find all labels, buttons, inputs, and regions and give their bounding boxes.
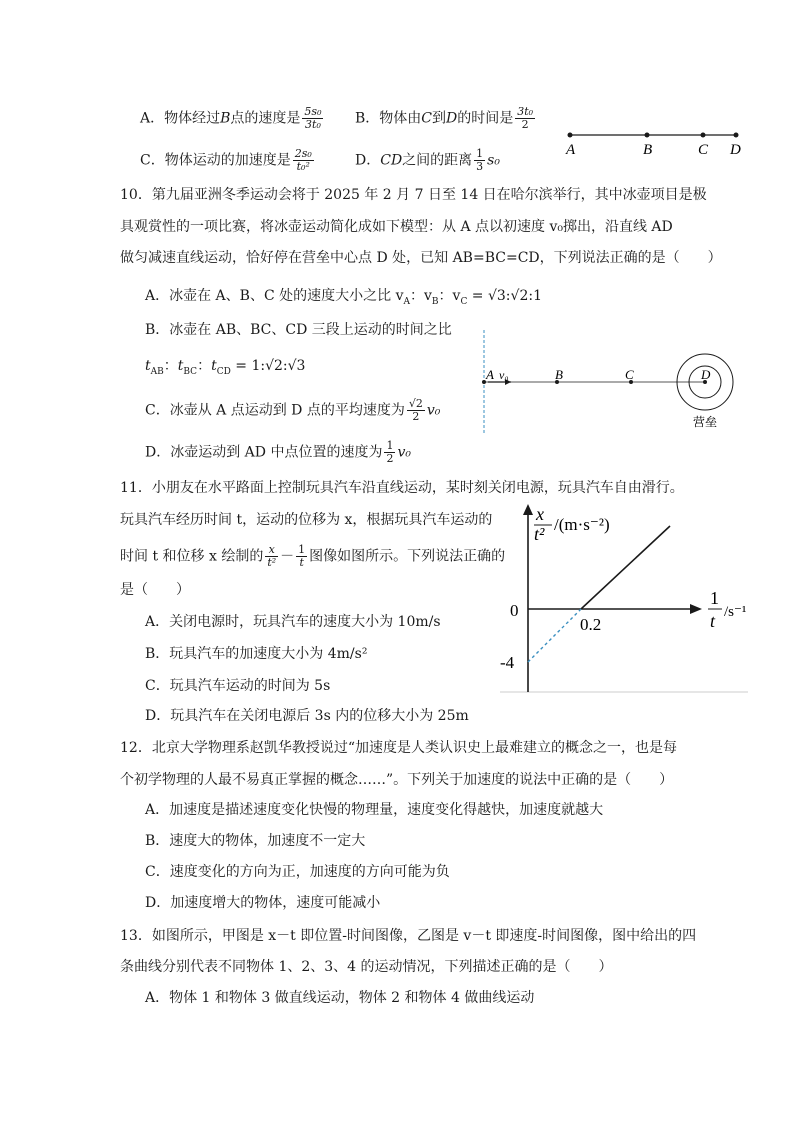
q11-origin-label: 0 [510,601,519,620]
q11-dashed-extension [528,609,581,662]
q9-dot-c [701,133,706,138]
q10-option-a[interactable]: A．冰壶在 A、B、C 处的速度大小之比 $v_A$：$v_B$：$v_C$ = √3:√2:1 [145,288,542,307]
q10-option-a-tail2: ：v [438,288,461,304]
q10-option-d-fraction [384,440,395,465]
q11-y-tick-label: -4 [500,653,515,672]
q9-option-d-text2: 之间的距离 [402,152,473,169]
q9-segment-cd: CD [380,152,403,169]
q10-label-b: B [555,367,563,382]
q13-stem-line-2: 条曲线分别代表不同物体 1、2、3、4 的运动情况，下列描述正确的是（ ） [120,959,613,975]
q9-dot-b [645,133,650,138]
q10-curling-diagram [475,328,745,438]
q10-option-b-text: B．冰壶在 AB、BC、CD 三段上运动的时间之比 [145,322,452,338]
q11-x-arrowhead [690,604,702,614]
q11-stem-line-1: 11．小朋友在水平路面上控制玩具汽车沿直线运动，某时刻关闭电源，玩具汽车自由滑行。 [120,480,684,496]
q12-stem-line-2: 个初学物理的人最不易真正掌握的概念……”。下列关于加速度的说法中正确的是（ ） [120,772,674,788]
q10-option-d-text: D．冰壶运动到 AD 中点位置的速度为 [145,444,383,461]
q9-dot-a [568,133,573,138]
q10-t-symbol: t [145,358,151,374]
q9-option-d-text: D． [355,152,381,169]
fraction-denominator: 2 [386,452,394,465]
fraction-denominator: t₀² [296,160,310,173]
q10-option-c[interactable] [145,398,440,423]
fraction-numerator: 3t₀ [517,105,534,118]
q12-option-a[interactable]: A．加速度是描述速度变化快慢的物理量，速度变化得越快，加速度就越大 [145,802,604,818]
q9-point-d: D [446,110,458,127]
fraction-denominator: 2 [521,118,529,131]
fraction-numerator: 1 [386,439,394,452]
q9-option-d-fraction [474,148,485,173]
q11-y-label-den: t² [534,524,545,544]
q10-option-b-ratio-line: $t_{AB}$：$t_{BC}$：$t_{CD}$ = 1:√2:√3 [145,358,306,377]
q9-point-c: C [421,110,433,127]
q9-option-d-tail: s₀ [487,152,500,169]
q11-data-line [581,526,670,609]
fraction-numerator: 1 [476,147,484,160]
q11-stem-line-4: 是（ ） [120,582,190,598]
q9-label-c: C [698,142,709,158]
q9-option-b[interactable] [355,106,537,131]
q9-option-a[interactable] [140,106,325,131]
q9-line-diagram [555,125,755,160]
q10-label-v0: v₀ [499,368,509,382]
q11-x-unit: /s⁻¹ [724,604,747,620]
q10-option-b-ratio: = 1:√2:√3 [235,358,306,374]
q12-option-b[interactable]: B．速度大的物体，加速度不一定大 [145,833,366,849]
q9-option-c[interactable] [140,148,316,173]
q13-stem-line-1: 13．如图所示，甲图是 x－t 即位置-时间图像，乙图是 v－t 即速度-时间图像，图中给出的四 [120,928,697,944]
q11-x-tick-label: 0.2 [580,615,602,634]
q9-option-a-fraction [302,106,323,131]
q10-option-d[interactable] [145,440,411,465]
q11-y-unit: /(m·s⁻²) [554,515,610,534]
q11-stem-line-3: 时间 t 和位移 x 绘制的 $\frac{x}{\text{t²}}$ － $\frac{1}{t}$ 图像如图所示。下列说法正确的 [120,543,506,569]
q12-stem-line-1: 12．北京大学物理系赵凯华教授说过“加速度是人类认识史上最难建立的概念之一，也是每 [120,740,677,756]
q11-y-arrowhead [523,504,533,515]
q9-label-d: D [730,142,741,158]
q11-option-a[interactable]: A．关闭电源时，玩具汽车的速度大小为 10m/s [145,614,441,630]
q10-option-d-tail: v₀ [397,444,411,461]
q9-label-a: A [566,142,576,158]
q10-label-a: A [486,367,494,382]
q9-point-b: B [220,110,231,127]
q11-option-d[interactable]: D．玩具汽车在关闭电源后 3s 内的位移大小为 25m [145,708,469,724]
q10-label-c: C [625,367,634,382]
q9-option-d[interactable] [355,148,500,173]
q11-option-c[interactable]: C．玩具汽车运动的时间为 5s [145,678,331,694]
q9-option-c-text: C．物体运动的加速度是 [140,152,291,169]
q10-option-a-ratio: = √3:√2:1 [471,288,542,304]
fraction-numerator: 5s₀ [304,105,322,118]
fraction-numerator: √2 [408,397,423,410]
q11-stem-frac-2: $\frac{1}{t}$ [298,543,306,569]
q11-stem-3-post: 图像如图所示。下列说法正确的 [309,548,506,565]
q10-option-a-tail: ：v [409,288,432,304]
q9-option-b-mid: 到 [432,110,447,127]
q10-option-a-text: A．冰壶在 A、B、C 处的速度大小之比 v [145,288,404,304]
q10-stem-line-1: 10．第九届亚洲冬季运动会将于 2025 年 2 月 7 日至 14 日在哈尔滨举行，其中冰壶项目是极 [120,187,707,203]
q10-option-c-fraction [407,398,425,423]
q10-stem-line-2: 具观赏性的一项比赛，将冰壶运动简化成如下模型：从 A 点以初速度 v₀掷出，沿直线 AD [120,219,673,235]
q9-label-b: B [643,142,653,158]
fraction-numerator: 2s₀ [294,147,312,160]
q9-option-b-text2: 的时间是 [457,110,514,127]
q10-label-d: D [701,367,711,382]
q12-option-d[interactable]: D．加速度增大的物体，速度可能减小 [145,895,381,911]
q9-option-a-text: A．物体经过 [140,110,221,127]
q10-option-b[interactable] [145,320,452,340]
q10-label-house: 营垒 [693,415,718,429]
q9-option-b-text: B．物体由 [355,110,422,127]
q11-option-b[interactable]: B．玩具汽车的加速度大小为 4m/s² [145,646,368,662]
fraction-denominator: 3t₀ [305,118,321,131]
q10-option-c-tail: v₀ [426,402,441,419]
fraction-denominator: 3 [476,160,484,173]
q10-option-c-text: C．冰壶从 A 点运动到 D 点的平均速度为 [145,402,405,419]
q9-option-c-fraction [293,148,314,173]
fraction-denominator: 2 [412,410,420,423]
q11-stem-line-2: 玩具汽车经历时间 t，运动的位移为 x，根据玩具汽车运动的 [120,512,493,528]
q13-option-a[interactable]: A．物体 1 和物体 3 做直线运动，物体 2 和物体 4 做曲线运动 [145,990,535,1006]
q11-stem-frac-1: $\frac{x}{\text{t²}}$ [267,543,277,569]
q11-y-label-num: x [536,504,544,524]
q11-x-label-num: 1 [710,588,719,608]
q11-x-label-den: t [710,611,716,631]
q9-option-b-fraction [515,106,535,131]
q12-option-c[interactable]: C．速度变化的方向为正，加速度的方向可能为负 [145,864,450,880]
q11-stem-3-pre: 时间 t 和位移 x 绘制的 [120,548,264,565]
q10-stem-line-3: 做匀减速直线运动，恰好停在营垒中心点 D 处，已知 AB=BC=CD，下列说法正确的是（ ） [120,250,722,266]
q11-graph [496,498,752,696]
q9-option-a-text2: 点的速度是 [230,110,301,127]
q9-dot-d [734,133,739,138]
